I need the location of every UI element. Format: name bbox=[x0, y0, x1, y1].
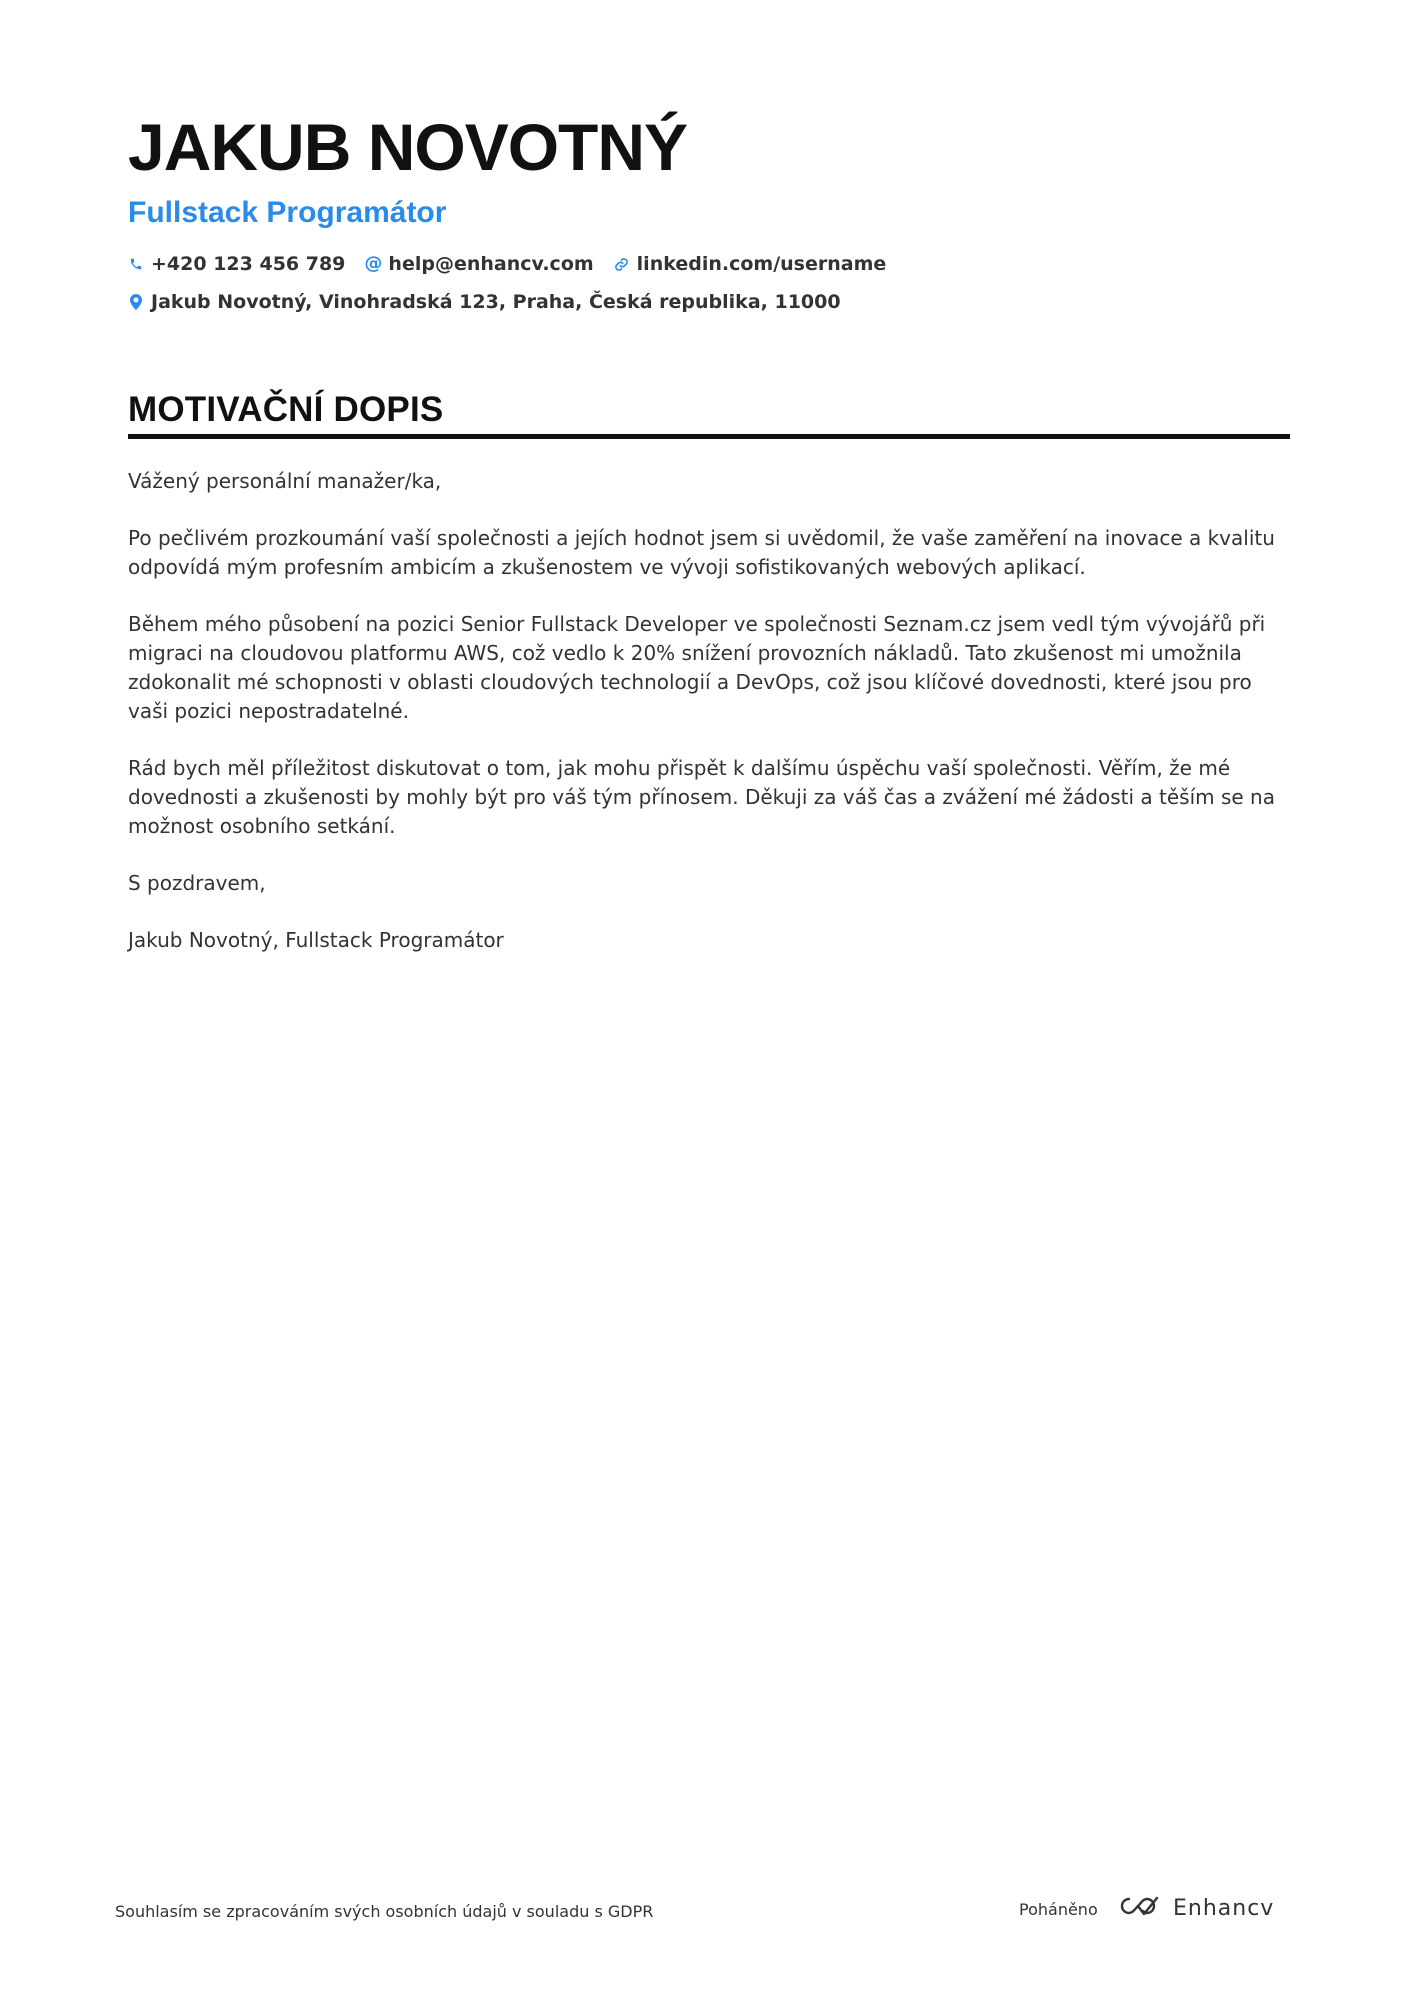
contact-phone bbox=[128, 252, 345, 276]
letter-body bbox=[128, 467, 1290, 955]
contact-row bbox=[128, 252, 1290, 276]
gdpr-consent: Souhlasím se zpracováním svých osobních údajů v souladu s GDPR bbox=[115, 1902, 654, 1921]
location-pin-icon bbox=[128, 293, 144, 311]
address-row bbox=[128, 290, 1290, 314]
email-link[interactable]: help@enhancv.com bbox=[388, 253, 594, 275]
address-text: Jakub Novotný, Vinohradská 123, Praha, Česká republika, 11000 bbox=[151, 291, 841, 313]
letter-closing: S pozdravem, bbox=[128, 871, 266, 895]
at-icon: @ bbox=[364, 253, 383, 274]
phone-text: +420 123 456 789 bbox=[151, 253, 346, 275]
letter-paragraph: Rád bych měl příležitost diskutovat o tom, jak mohu přispět k dalšímu úspěchu vaší společnosti. Věřím, že mé dovednosti a zkušenosti by mohly být pro váš tým přínosem. Děkuji za váš čas a zvážení mé žádosti a těším se na možnost osobního setkání. bbox=[128, 756, 1275, 838]
section-divider bbox=[128, 434, 1290, 439]
section-heading: MOTIVAČNÍ DOPIS bbox=[128, 390, 444, 429]
letter-signature: Jakub Novotný, Fullstack Programátor bbox=[128, 928, 504, 952]
cover-letter-page bbox=[128, 100, 1290, 983]
contact-email[interactable] bbox=[365, 252, 593, 276]
footer bbox=[115, 1890, 1290, 1926]
letter-paragraph: Po pečlivém prozkoumání vaší společnosti a jejích hodnot jsem si uvědomil, že vaše zaměření na inovace a kvalitu odpovídá mým profesním ambicím a zkušenostem ve vývoji sofistikovaných webových aplikací. bbox=[128, 526, 1275, 579]
linkedin-link[interactable]: linkedin.com/username bbox=[636, 253, 887, 275]
candidate-name: JAKUB NOVOTNÝ bbox=[128, 110, 688, 184]
powered-by-label: Poháněno bbox=[1019, 1900, 1098, 1919]
enhancv-brand[interactable] bbox=[1115, 1890, 1274, 1926]
contact-linkedin[interactable] bbox=[614, 252, 887, 276]
job-title: Fullstack Programátor bbox=[128, 196, 447, 229]
letter-paragraph: Během mého působení na pozici Senior Fullstack Developer ve společnosti Seznam.cz jsem vedl tým vývojářů při migraci na cloudovou platformu AWS, což vedlo k 20% snížení provozních nákladů. Tato zkušenost mi umožnila zdokonalit mé schopnosti v oblasti cloudových technologií a DevOps, což jsou klíčové dovednosti, které jsou pro vaši pozici nepostradatelné. bbox=[128, 612, 1266, 723]
letter-greeting: Vážený personální manažer/ka, bbox=[128, 469, 442, 493]
enhancv-wordmark: Enhancv bbox=[1173, 1895, 1275, 1921]
contact-address bbox=[128, 290, 841, 314]
phone-icon bbox=[128, 255, 144, 273]
enhancv-logo-icon bbox=[1115, 1894, 1161, 1922]
link-icon bbox=[614, 255, 630, 273]
